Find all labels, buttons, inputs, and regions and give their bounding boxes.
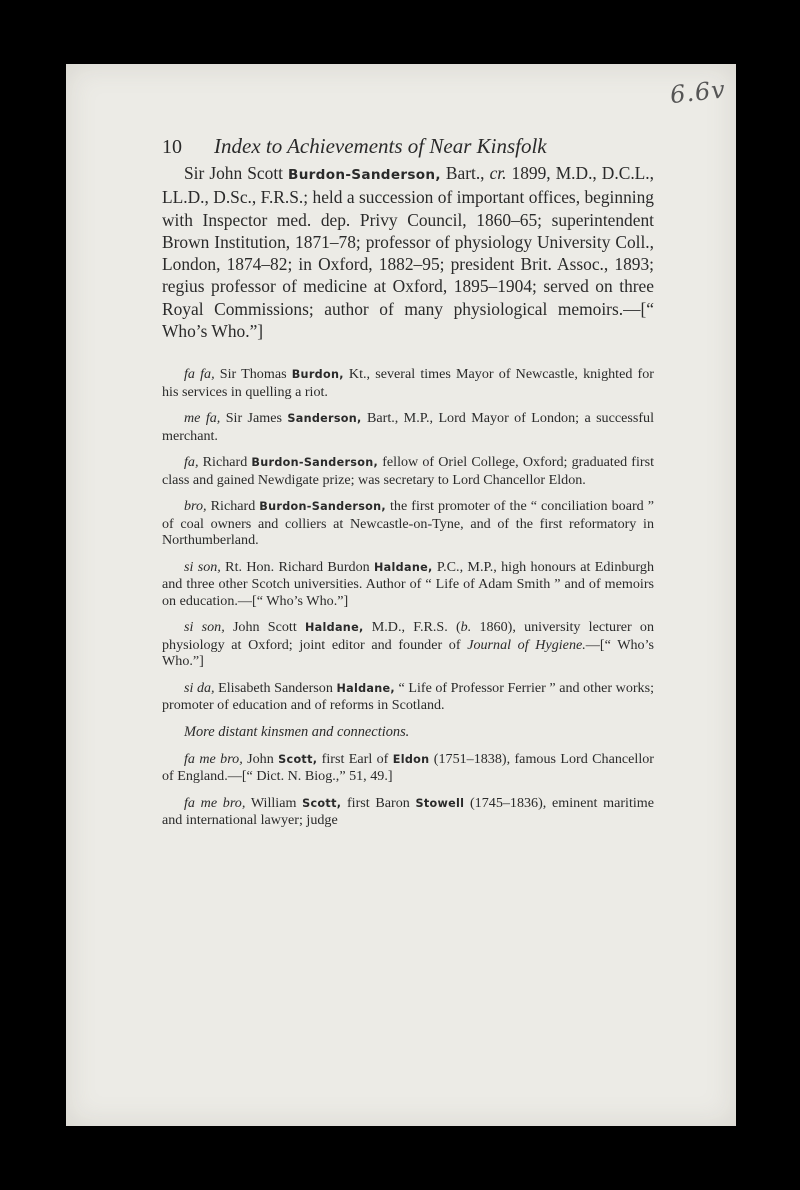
entry-text: John Scott: [224, 619, 305, 636]
relation-label: bro,: [184, 498, 207, 515]
surname: Scott,: [278, 752, 318, 766]
relation-label: si son,: [184, 558, 221, 575]
kinsman-entry: [162, 366, 654, 400]
surname: Haldane,: [336, 681, 395, 695]
entry-text: fellow of Oriel College, Oxford; graduated first class and gained Newdigate prize; was secretary to Lord Chancellor Eldon.: [162, 454, 654, 488]
kinsman-entry: [162, 410, 654, 444]
page-number: 10: [162, 136, 182, 158]
entry-text: first Baron: [341, 794, 416, 811]
entry-text: Elisabeth Sanderson: [214, 679, 337, 696]
relation-label: fa me bro,: [184, 794, 246, 811]
lead-name: Burdon-Sanderson,: [288, 167, 441, 183]
lead-paragraph: [162, 162, 654, 342]
surname: Burdon-Sanderson,: [251, 456, 379, 470]
entry-text: the first promoter of the “ conciliation board ” of coal owners and colliers at Newcastle-on-Tyne, and of the first reformatory in Northumberland.: [162, 498, 654, 549]
entry-italic: b.: [460, 619, 472, 636]
handwritten-note: 6.6v: [668, 75, 728, 110]
surname: Sanderson,: [287, 412, 362, 426]
kinsman-entry: [162, 559, 654, 610]
surname: Haldane,: [305, 621, 364, 635]
kinsman-entry: [162, 498, 654, 549]
entry-text: P.C., M.P., high honours at Edinburgh and three other Scotch universities. Author of “ Life of Adam Smith ” and of memoirs on education.—[“ Who’s Who.”]: [162, 558, 655, 609]
lead-text-2-italic: cr.: [489, 163, 507, 183]
entry-text: (1751–1838), famous Lord Chancellor of England.—[“ Dict. N. Biog.,” 51, 49.]: [162, 750, 654, 785]
entry-text: “ Life of Professor Ferrier ” and other works; promoter of education and of reforms in Scotland.: [162, 679, 655, 714]
entry-text: Bart., M.P., Lord Mayor of London; a successful merchant.: [162, 410, 654, 444]
entry-text: William: [245, 794, 303, 811]
entry-text: Sir Thomas: [214, 366, 292, 383]
relation-label: fa me bro,: [184, 750, 243, 767]
entry-text: —[“ Who’s Who.”]: [162, 636, 655, 670]
lead-text-1: Sir John Scott: [184, 163, 289, 183]
kinsfolk-entries: [162, 366, 654, 829]
relation-label: fa fa,: [184, 366, 215, 383]
surname: Burdon-Sanderson,: [259, 500, 386, 514]
kinsman-entry: [162, 454, 654, 488]
entry-text: Richard: [206, 498, 260, 515]
entry-text: first Earl of: [317, 750, 393, 767]
relation-label: fa,: [184, 454, 199, 471]
surname: Scott,: [302, 796, 342, 810]
lead-text-2: Bart.,: [440, 163, 490, 183]
relation-label: si da,: [184, 679, 215, 696]
title-name: Eldon: [392, 752, 430, 766]
kinsman-entry: [162, 795, 654, 829]
book-page: [66, 64, 736, 1126]
entry-text: John: [242, 750, 279, 767]
page-header: [162, 134, 662, 164]
surname: Burdon,: [291, 368, 344, 382]
lead-text-3: 1899, M.D., D.C.L., LL.D., D.Sc., F.R.S.; held a succession of important offices, beginning with Inspector med. dep. Privy Council, 1860–65; superintendent Brown Institution, 1871–78; professor of physiology University Coll., London, 1874–82; in Oxford, 1882–95; president Brit. Assoc., 1893; regius professor of medicine at Oxford, 1895–1904; served on three Royal Commissions; author of many physiological memoirs.—[“ Who’s Who.”]: [162, 163, 654, 342]
title-name: Stowell: [415, 796, 465, 810]
kinsman-entry: [162, 680, 654, 714]
surname: Haldane,: [374, 560, 433, 574]
entry-text: Richard: [198, 454, 252, 471]
journal-title: Journal of Hygiene.: [467, 636, 586, 653]
entry-text: 1860), university lecturer on physiology at Oxford; joint editor and founder of: [162, 619, 655, 653]
relation-label: me fa,: [184, 410, 221, 427]
section-heading: More distant kinsmen and connections.: [184, 723, 410, 740]
entry-text: Kt., several times Mayor of Newcastle, knighted for his services in quelling a riot.: [162, 366, 654, 400]
entry-text: M.D., F.R.S. (: [363, 619, 461, 636]
entry-text: Rt. Hon. Richard Burdon: [220, 558, 375, 575]
relation-label: si son,: [184, 619, 225, 636]
running-title: Index to Achievements of Near Kinsfolk: [214, 134, 547, 158]
page-body: [162, 162, 654, 839]
kinsman-entry: [162, 751, 654, 785]
entry-text: Sir James: [220, 410, 288, 427]
entry-text: (1745–1836), eminent maritime and international lawyer; judge: [162, 794, 654, 829]
kinsman-entry: [162, 619, 654, 670]
